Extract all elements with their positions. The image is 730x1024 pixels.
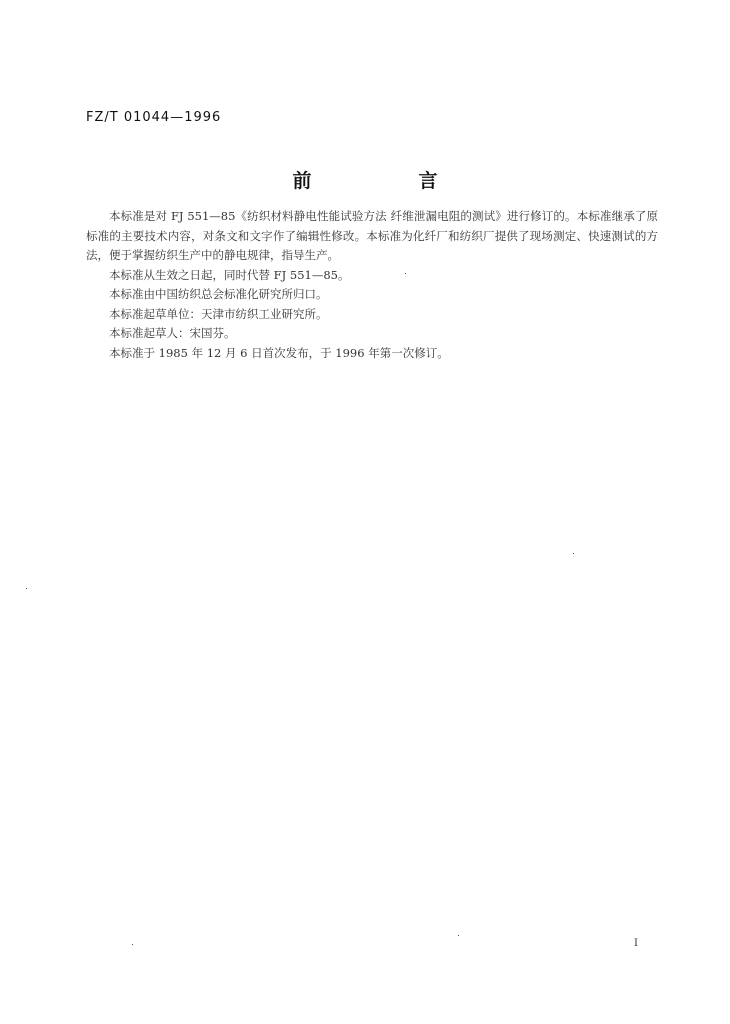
scan-speck (458, 935, 459, 936)
paragraph-revision-note: 本标准是对 FJ 551—85《纺织材料静电性能试验方法 纤维泄漏电阻的测试》进行修订的。本标准继承了原标准的主要技术内容，对条文和文字作了编辑性修改。本标准为化纤厂和纺织厂提供了现场测定、快速测试的方法，便于掌握纺织生产中的静电规律，指导生产。 (86, 209, 658, 262)
paragraph-replacement: 本标准从生效之日起，同时代替 FJ 551—85。 (109, 267, 350, 282)
standard-code: FZ/T 01044—1996 (86, 110, 222, 125)
scan-speck (573, 553, 574, 554)
paragraph-drafting-unit: 本标准起草单位：天津市纺织工业研究所。 (109, 306, 328, 321)
foreword-body (86, 207, 658, 363)
scan-speck (405, 273, 406, 274)
page-number: I (634, 938, 638, 949)
paragraph-issue-history: 本标准于 1985 年 12 月 6 日首次发布，于 1996 年第一次修订。 (109, 345, 449, 360)
paragraph-responsible-org: 本标准由中国纺织总会标准化研究所归口。 (109, 287, 328, 301)
scan-speck (26, 588, 27, 589)
page-title: 前 言 (292, 170, 482, 192)
scan-speck (132, 944, 133, 945)
paragraph-drafter: 本标准起草人：宋国芬。 (109, 326, 236, 340)
